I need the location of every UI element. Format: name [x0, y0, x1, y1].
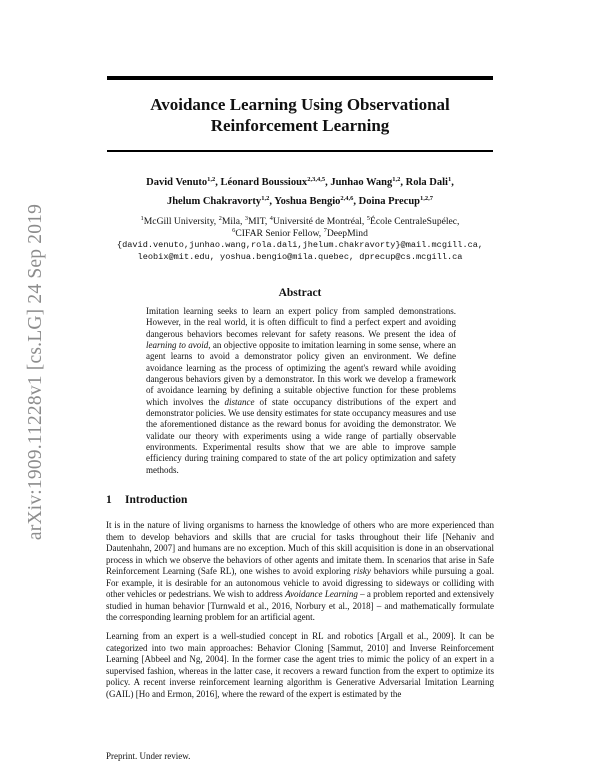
affiliation: $^4$Université de Montréal, [269, 215, 367, 227]
author: Léonard Boussioux$^{2,3,4,5}$, [220, 176, 331, 188]
author: Yoshua Bengio$^{2,4,6}$, [274, 195, 359, 207]
affiliation: $^2$Mila, [218, 215, 245, 227]
affiliation: $^6$CIFAR Senior Fellow, [232, 227, 324, 239]
affiliation: $^3$MIT, [244, 215, 270, 227]
authors-line [80, 176, 520, 188]
affiliation: $^1$McGill University, [140, 215, 219, 227]
author-emails: leobix@mit.edu, yoshua.bengio@mila.quebec, dprecup@cs.mcgill.ca [137, 252, 463, 262]
title-line: Avoidance Learning Using Observational [150, 95, 450, 114]
author: David Venuto$^{1,2}$, [146, 176, 221, 188]
abstract-paragraph: Imitation learning seeks to learn an expert policy from sampled demonstrations. However, in the real world, it is often difficult to find a perfect expert and avoiding dangerous behaviors becomes relevant for safety reasons. We present the idea of learning to avoid, an objective opposite to imitation learning in some sense, where an agent learns to avoid a demonstrator policy given an environment. We define avoidance learning as the process of optimizing the agent's reward while avoiding dangerous behaviors given by a demonstrator. In this work we develop a framework of avoidance learning by defining a suitable objective function for these problems which involves the distance of state occupancy distributions of the expert and demonstrator policies. We use density estimates for state occupancy measures and use the aforementioned distance as the reward bonus for avoiding the demonstrator. We validate our theory with experiments using a wide range of partially observable environments. Experimental results show that we are able to improve sample efficiency during training compared to state of the art policy optimization and safety methods. [146, 306, 457, 475]
arxiv-identifier-stamp: arXiv:1909.11228v1 [cs.LG] 24 Sep 2019 [25, 203, 46, 541]
paper-title [100, 94, 500, 136]
author: Doina Precup$^{1,2,7}$ [358, 195, 434, 207]
title-top-rule [107, 76, 493, 80]
affiliation: $^7$DeepMind [323, 227, 368, 239]
abstract-body [146, 306, 456, 476]
title-line: Reinforcement Learning [210, 116, 390, 135]
author: Junhao Wang$^{1,2}$, [330, 176, 406, 188]
body-paragraph: Learning from an expert is a well-studied concept in RL and robotics [Argall et al., 2009]. It can be categorized into two main approaches: Behavior Cloning [Sammut, 2010] and Inverse Reinforcement Learning [Abbeel and Ng, 2004]. In the former case the agent tries to mimic the policy of an expert in a supervised fashion, whereas in the latter case, it recovers a reward function from the expert to optimize its policy. A recent inverse reinforcement learning algorithm is Generative Adversarial Imitation Learning (GAIL) [Ho and Ermon, 2016], where the reward of the expert is estimated by the [106, 631, 494, 699]
affiliation: $^5$École CentraleSupélec, [366, 215, 460, 227]
body-paragraph: It is in the nature of living organisms to harness the knowledge of others who are more experienced than them to develop behaviors and skills that are crucial for tasks throughout their life [Nehaniv and Dautenhahn, 2007] and humans are no exception. Much of this skill acquisition is done in an observational process in which we observe the behaviors of other agents and imitate them. In scenarios that arise in Safe Reinforcement Learning (Safe RL), one wishes to avoid exploring risky behaviors while pursuing a goal. For example, it is desirable for an autonomous vehicle to avoid digressing to sideways or colliding with other vehicles or pedestrians. We wish to address Avoidance Learning – a problem reported and extensively studied in human behavior [Turnwald et al., 2016, Norbury et al., 2018] – and mathematically formulate the corresponding learning problem for an artificial agent. [106, 520, 494, 622]
authors-line [80, 195, 520, 207]
affiliations-line [80, 215, 520, 227]
affiliations-line [80, 227, 520, 239]
title-bottom-rule [107, 150, 493, 152]
abstract-heading: Abstract [278, 287, 322, 299]
preprint-footer-note: Preprint. Under review. [106, 751, 191, 761]
author-emails: {david.venuto,junhao.wang,rola.dali,jhelum.chakravorty}@mail.mcgill.ca, [116, 240, 484, 250]
section-heading-introduction: 1 Introduction [106, 494, 188, 506]
author: Rola Dali$^1$, [405, 176, 454, 188]
author: Jhelum Chakravorty$^{1,2}$, [166, 195, 275, 207]
